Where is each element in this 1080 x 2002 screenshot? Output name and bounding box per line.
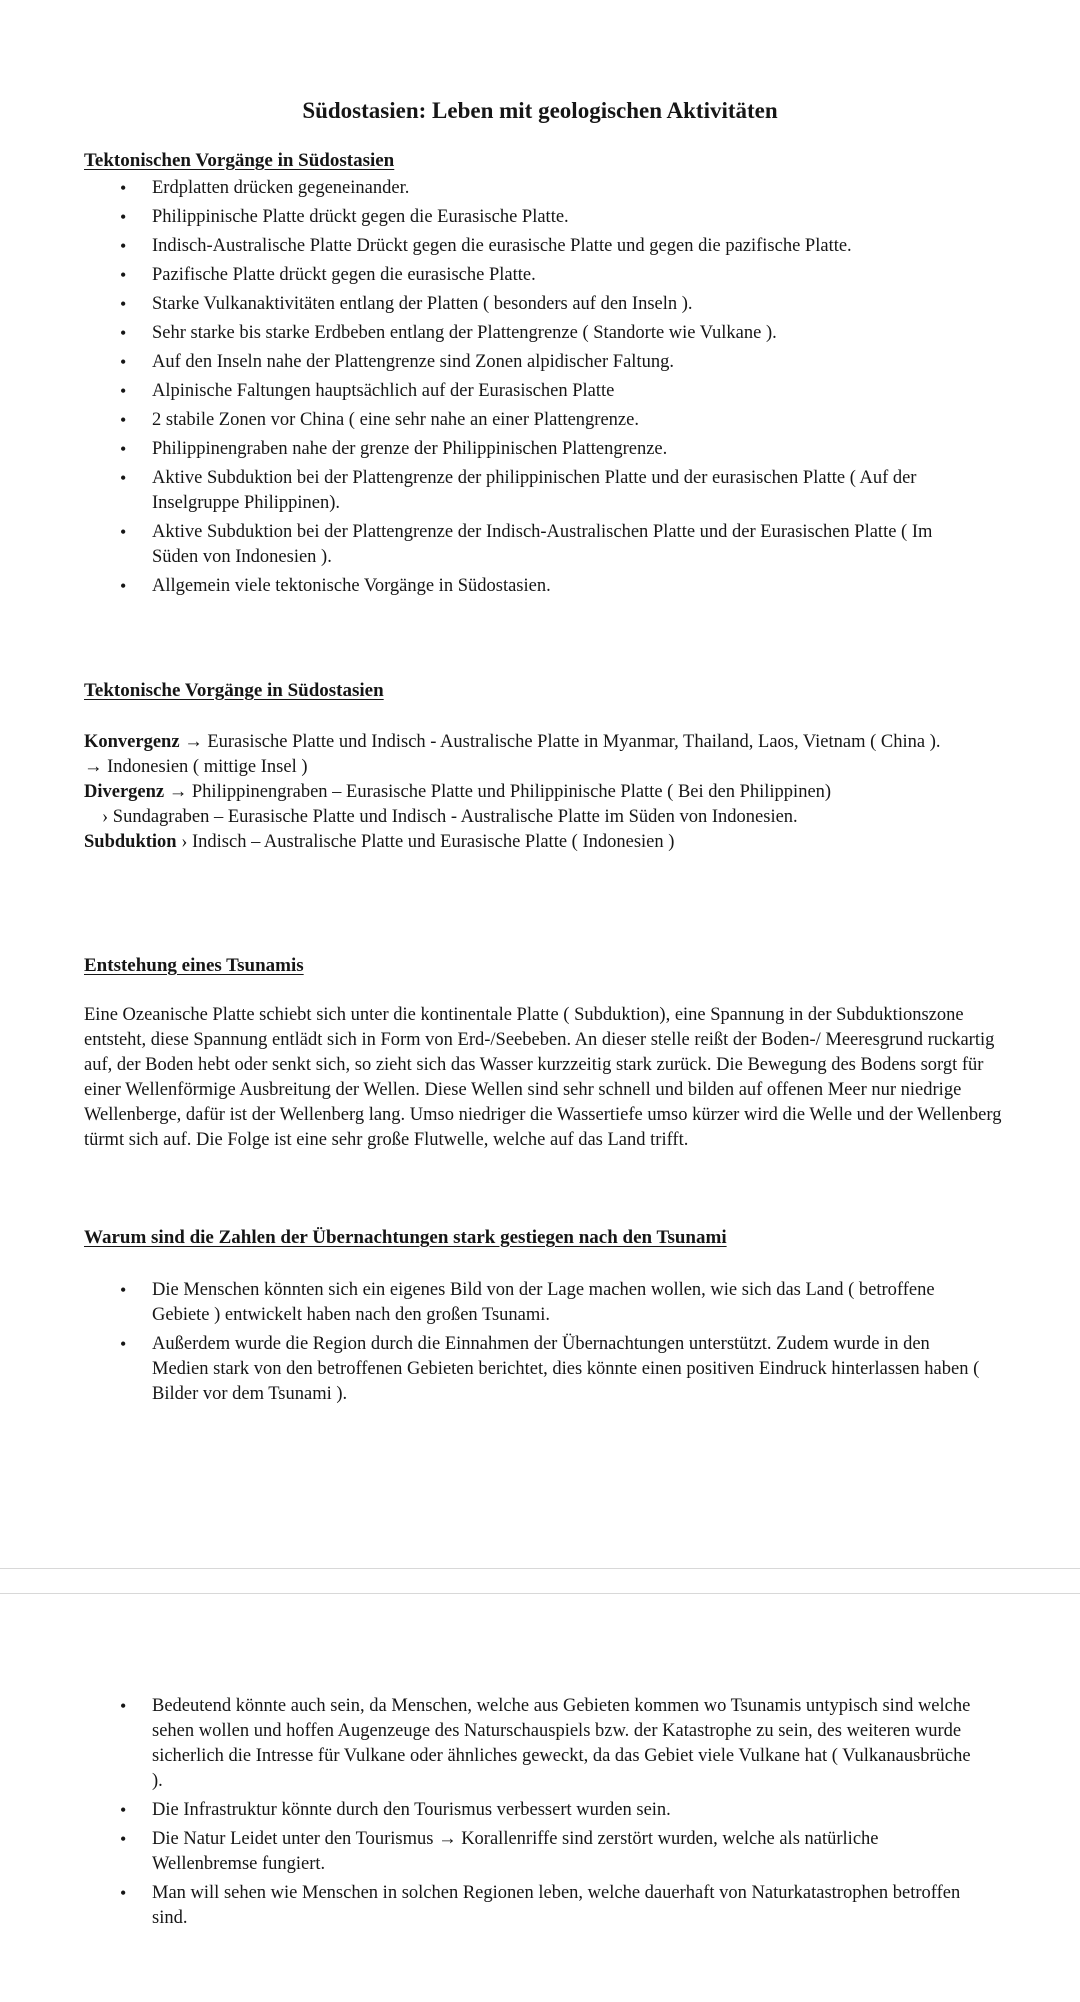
subduktion-text: › Indisch – Australische Platte und Eurasische Platte ( Indonesien ) [181, 832, 675, 852]
list-item: • Erdplatten drücken gegeneinander. [120, 176, 980, 201]
list-item: • Allgemein viele tektonische Vorgänge in Südostasien. [120, 574, 980, 599]
list-item: • Philippinengraben nahe der grenze der Philippinischen Plattengrenze. [120, 437, 980, 462]
section-heading-tsunami: Entstehung eines Tsunamis [84, 955, 304, 976]
list-item: • Sehr starke bis starke Erdbeben entlang der Plattengrenze ( Standorte wie Vulkane ). [120, 321, 980, 346]
page-divider [0, 1593, 1080, 1594]
overnight-stays-bullet-list-continued [120, 1694, 980, 1935]
subduktion-label: Subduktion [84, 832, 177, 852]
list-item: • Die Natur Leidet unter den Tourismus → Korallenriffe sind zerstört wurden, welche als natürliche Wellenbremse fungiert. [120, 1827, 980, 1877]
tectonics-bullet-list [120, 176, 980, 603]
list-item: • Bedeutend könnte auch sein, da Menschen, welche aus Gebieten kommen wo Tsunamis untypisch sind welche sehen wollen und hoffen Augenzeuge des Naturschauspiels bzw. der Katastrophe zu sein, des weiteren wurde sicherlich die Intresse für Vulkane oder ähnliches geweckt, da das Gebiet viele Vulkane hat ( Vulkanausbrüche ). [120, 1694, 980, 1794]
section-heading-tectonic-processes: Tektonische Vorgänge in Südostasien [84, 680, 384, 701]
section-heading-overnight-stays: Warum sind die Zahlen der Übernachtungen stark gestiegen nach den Tsunami [84, 1227, 727, 1248]
konvergenz-line [84, 730, 1004, 755]
divergenz-text: → Philippinengraben – Eurasische Platte und Philippinische Platte ( Bei den Philippinen) [168, 782, 832, 802]
list-item: • Alpinische Faltungen hauptsächlich auf der Eurasischen Platte [120, 379, 980, 404]
list-item: • Man will sehen wie Menschen in solchen Regionen leben, welche dauerhaft von Naturkatastrophen betroffen sind. [120, 1881, 980, 1931]
overnight-stays-bullet-list [120, 1278, 980, 1411]
subduktion-line [84, 830, 1004, 855]
konvergenz-subline: → Indonesien ( mittige Insel ) [84, 757, 308, 777]
list-item: • Auf den Inseln nahe der Plattengrenze sind Zonen alpidischer Faltung. [120, 350, 980, 375]
divergenz-line [84, 780, 1004, 805]
list-item: • Indisch-Australische Platte Drückt gegen die eurasische Platte und gegen die pazifische Platte. [120, 234, 980, 259]
tsunami-text: Eine Ozeanische Platte schiebt sich unter die kontinentale Platte ( Subduktion), eine Spannung in der Subduktionszone entsteht, diese Spannung entlädt sich in Form von Erd-/Seebeben. An dieser stelle reißt der Boden-/ Meeresgrund ruckartig auf, der Boden hebt oder senkt sich, so zieht sich das Wasser kurzzeitig stark zurück. Die Bewegung des Bodens sorgt für einer Wellenförmige Ausbreitung der Wellen. Diese Wellen sind sehr schnell und bilden auf offenen Meer nur niedrige Wellenberge, dafür ist der Wellenberg lang. Umso niedriger die Wassertiefe umso kürzer wird die Welle und der Wellenberg türmt sich auf. Die Folge ist eine sehr große Flutwelle, welche auf das Land trifft. [84, 1005, 1002, 1150]
list-item: • Die Menschen könnten sich ein eigenes Bild von der Lage machen wollen, wie sich das Land ( betroffene Gebiete ) entwickelt haben nach den großen Tsunami. [120, 1278, 980, 1328]
divergenz-label: Divergenz [84, 782, 165, 802]
divergenz-subline: › Sundagraben – Eurasische Platte und Indisch - Australische Platte im Süden von Indonesien. [102, 807, 798, 827]
plate-boundaries-block [84, 730, 1004, 855]
list-item: • 2 stabile Zonen vor China ( eine sehr nahe an einer Plattengrenze. [120, 408, 980, 433]
tsunami-paragraph [84, 1003, 1004, 1153]
list-item: • Aktive Subduktion bei der Plattengrenze der Indisch-Australischen Platte und der Eurasischen Platte ( Im Süden von Indonesien ). [120, 520, 980, 570]
page-divider [0, 1568, 1080, 1569]
list-item: • Aktive Subduktion bei der Plattengrenze der philippinischen Platte und der eurasischen Platte ( Auf der Inselgruppe Philippinen). [120, 466, 980, 516]
konvergenz-text: → Eurasische Platte und Indisch - Australische Platte in Myanmar, Thailand, Laos, Vietnam ( China ). [184, 732, 941, 752]
list-item: • Philippinische Platte drückt gegen die Eurasische Platte. [120, 205, 980, 230]
list-item: • Die Infrastruktur könnte durch den Tourismus verbessert wurden sein. [120, 1798, 980, 1823]
list-item: • Außerdem wurde die Region durch die Einnahmen der Übernachtungen unterstützt. Zudem wurde in den Medien stark von den betroffenen Gebieten berichtet, dies könnte einen positiven Eindruck hinterlassen haben ( Bilder vor dem Tsunami ). [120, 1332, 980, 1407]
list-item: • Pazifische Platte drückt gegen die eurasische Platte. [120, 263, 980, 288]
section-heading-tectonics: Tektonischen Vorgänge in Südostasien [84, 150, 395, 171]
document-title: Südostasien: Leben mit geologischen Aktivitäten [302, 98, 778, 123]
list-item: • Starke Vulkanaktivitäten entlang der Platten ( besonders auf den Inseln ). [120, 292, 980, 317]
konvergenz-label: Konvergenz [84, 732, 180, 752]
